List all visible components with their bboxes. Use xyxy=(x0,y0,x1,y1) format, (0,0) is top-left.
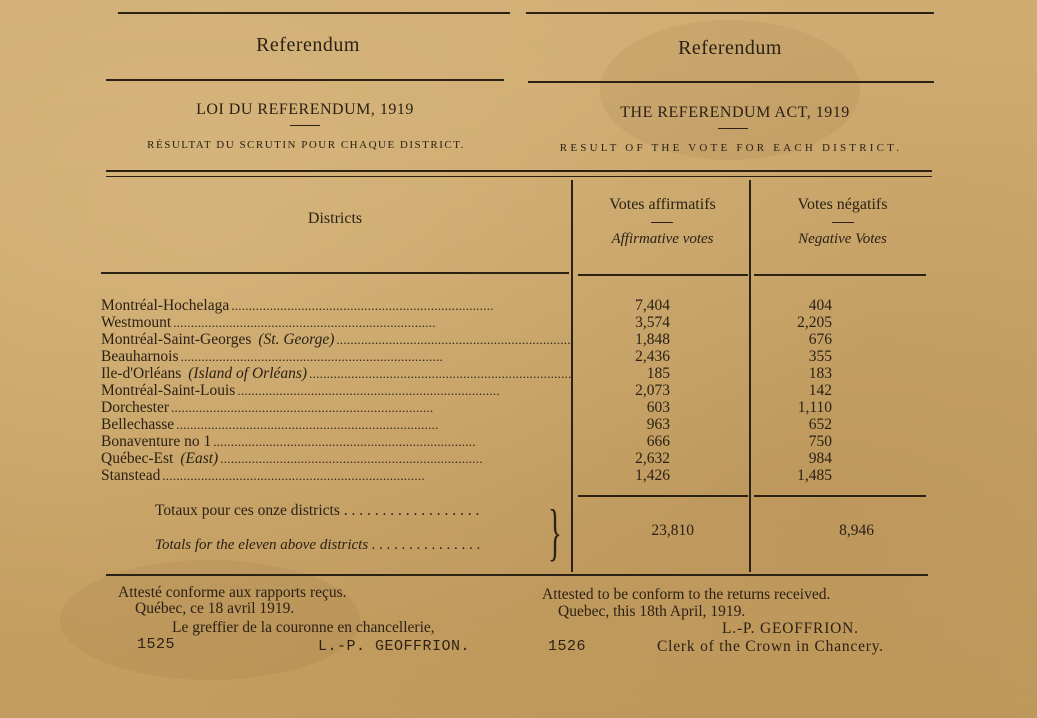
table-top-rule-thin xyxy=(106,176,932,177)
table-row xyxy=(101,467,571,484)
negative-column xyxy=(756,297,876,484)
district-name: Montréal-Saint-Georges xyxy=(101,331,252,348)
right-title: Referendum xyxy=(678,37,782,59)
negative-value: 984 xyxy=(808,450,832,467)
leader-dots xyxy=(231,297,571,314)
leader-dots xyxy=(171,399,571,416)
negative-value: 404 xyxy=(808,297,832,314)
footer-fr-number: 1525 xyxy=(137,636,176,653)
footer-fr-date: Québec, ce 18 avril 1919. xyxy=(135,600,295,617)
table-row xyxy=(101,348,571,365)
negative-value: 2,205 xyxy=(797,314,832,331)
col-affirmative-header-fr: Votes affirmatifs xyxy=(609,196,716,213)
affirmative-value: 666 xyxy=(646,433,670,450)
district-name: Westmount xyxy=(101,314,172,331)
header-rule-left xyxy=(106,79,504,81)
footer-fr-signature: L.-P. GEOFFRION. xyxy=(318,638,471,655)
column-divider-2 xyxy=(749,180,751,572)
totals-brace: } xyxy=(548,496,562,567)
negative-value: 355 xyxy=(808,348,832,365)
district-name: Beauharnois xyxy=(101,348,179,365)
totals-label-en: Totals for the eleven above districts . . . . . . . . . . . . . . . xyxy=(155,537,481,553)
total-negative: 8,946 xyxy=(839,522,874,539)
header-rule-right xyxy=(528,81,934,83)
negative-value: 676 xyxy=(808,331,832,348)
footer-en-attestation: Attested to be conform to the returns received. xyxy=(542,586,831,603)
negative-value: 750 xyxy=(808,433,832,450)
negative-value: 142 xyxy=(808,382,832,399)
negative-value: 183 xyxy=(808,365,832,382)
footer-fr-clerk-title: Le greffier de la couronne en chancellerie, xyxy=(172,619,435,636)
table-row xyxy=(101,314,571,331)
affirmative-value: 1,426 xyxy=(635,467,670,484)
totals-rule-1 xyxy=(578,495,748,497)
district-name-english: (Island of Orléans) xyxy=(188,365,308,382)
district-name: Bonaventure no 1 xyxy=(101,433,212,450)
district-name-english: (East) xyxy=(180,450,219,467)
district-name: Stanstead xyxy=(101,467,161,484)
affirmative-column xyxy=(576,297,696,484)
leader-dots xyxy=(173,314,571,331)
affirmative-value: 1,848 xyxy=(635,331,670,348)
left-act-dash xyxy=(290,125,320,126)
footer-fr-attestation: Attesté conforme aux rapports reçus. xyxy=(118,584,347,601)
leader-dots xyxy=(237,382,571,399)
leader-dots xyxy=(213,433,571,450)
col-negative-header-fr: Votes négatifs xyxy=(797,196,888,213)
affirmative-value: 2,436 xyxy=(635,348,670,365)
district-name: Montréal-Saint-Louis xyxy=(101,382,236,399)
affirmative-value: 3,574 xyxy=(635,314,670,331)
affirmative-value: 2,632 xyxy=(635,450,670,467)
table-row xyxy=(101,331,571,348)
district-name: Ile-d'Orléans xyxy=(101,365,182,382)
leader-dots xyxy=(220,450,571,467)
right-act-title: THE REFERENDUM ACT, 1919 xyxy=(620,104,850,121)
district-name: Montréal-Hochelaga xyxy=(101,297,230,314)
top-rule-right xyxy=(526,12,934,14)
district-name: Québec-Est xyxy=(101,450,174,467)
negative-value: 1,485 xyxy=(797,467,832,484)
district-name-english: (St. George) xyxy=(258,331,335,348)
leader-dots xyxy=(336,331,571,348)
table-row xyxy=(101,382,571,399)
affirmative-value: 185 xyxy=(646,365,670,382)
district-name: Bellechasse xyxy=(101,416,175,433)
right-subtitle: RESULT OF THE VOTE FOR EACH DISTRICT. xyxy=(559,142,903,154)
leader-dots xyxy=(176,416,571,433)
leader-dots xyxy=(309,365,571,382)
table-row xyxy=(101,399,571,416)
top-rule-left xyxy=(118,12,510,14)
district-name: Dorchester xyxy=(101,399,169,416)
table-top-rule xyxy=(106,170,932,172)
negative-value: 652 xyxy=(808,416,832,433)
table-row xyxy=(101,450,571,467)
col-affirmative-dash xyxy=(651,222,673,223)
table-row xyxy=(101,365,571,382)
negative-value: 1,110 xyxy=(797,399,832,416)
footer-en-number: 1526 xyxy=(548,638,587,655)
left-subtitle: RÉSULTAT DU SCRUTIN POUR CHAQUE DISTRICT. xyxy=(147,139,465,151)
header-bottom-rule-1 xyxy=(101,272,569,274)
leader-dots xyxy=(162,467,571,484)
table-bottom-rule xyxy=(106,574,928,576)
column-divider-1 xyxy=(571,180,573,572)
affirmative-value: 603 xyxy=(646,399,670,416)
right-act-dash xyxy=(718,128,748,129)
col-districts-header: Districts xyxy=(307,210,363,227)
table-row xyxy=(101,297,571,314)
table-row xyxy=(101,433,571,450)
affirmative-value: 7,404 xyxy=(635,297,670,314)
header-bottom-rule-3 xyxy=(754,274,926,276)
affirmative-value: 2,073 xyxy=(635,382,670,399)
totals-label-fr: Totaux pour ces onze districts . . . . . . . . . . . . . . . . . . xyxy=(155,502,480,519)
left-act-title: LOI DU REFERENDUM, 1919 xyxy=(196,101,414,118)
header-bottom-rule-2 xyxy=(578,274,748,276)
col-affirmative-header-en: Affirmative votes xyxy=(611,231,714,247)
total-affirmative: 23,810 xyxy=(651,522,694,539)
footer-en-signature: L.-P. GEOFFRION. xyxy=(722,620,859,637)
leader-dots xyxy=(180,348,571,365)
district-list xyxy=(101,297,571,484)
affirmative-value: 963 xyxy=(646,416,670,433)
col-negative-dash xyxy=(832,222,854,223)
footer-en-date: Quebec, this 18th April, 1919. xyxy=(558,603,746,620)
footer-en-clerk-title: Clerk of the Crown in Chancery. xyxy=(657,638,884,655)
col-negative-header-en: Negative Votes xyxy=(798,231,887,247)
totals-rule-2 xyxy=(754,495,926,497)
left-title: Referendum xyxy=(256,34,360,56)
table-row xyxy=(101,416,571,433)
